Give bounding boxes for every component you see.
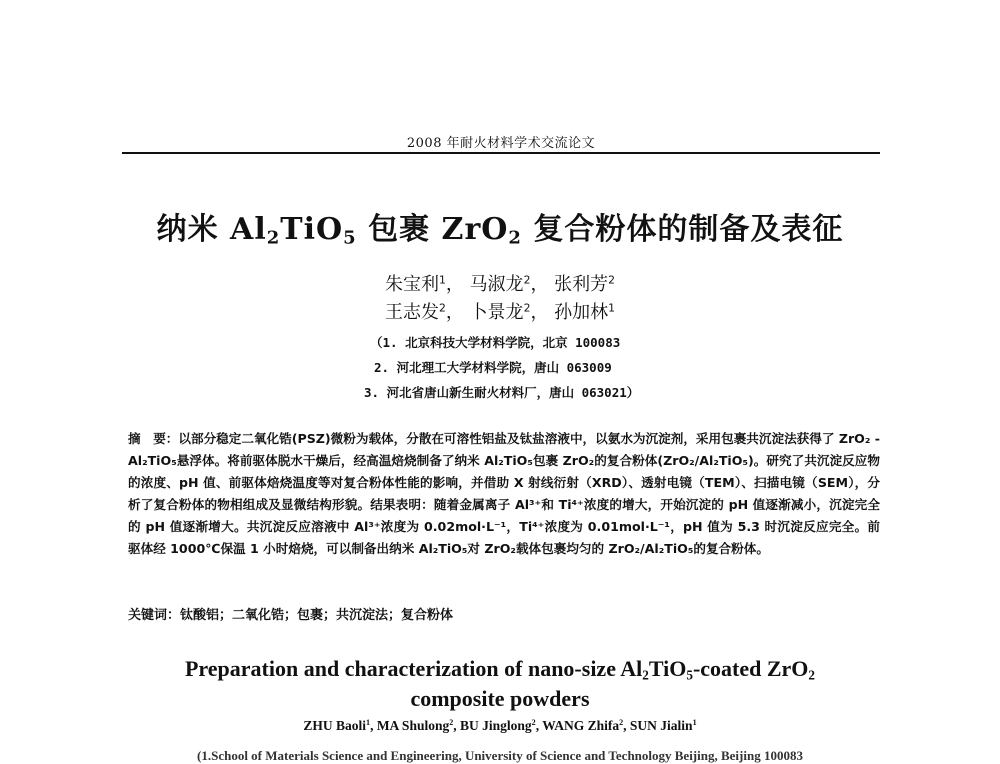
affiliation-1: （1. 北京科技大学材料学院，北京 100083 (370, 335, 621, 350)
title-english-line-2: composite powders (410, 686, 590, 711)
title-chinese: 纳米 $Al_2TiO_5$ 包裹 ZrO$_2$ 复合粉体的制备及表征 (156, 212, 844, 249)
author-name: 王志发 (384, 302, 439, 323)
authors-line-1: 朱宝利$^1$， 马淑龙$^2$， 张利芳$^2$ (384, 273, 616, 295)
running-header: 2008 年耐火材料学术交流论文 (406, 136, 596, 151)
keywords (128, 604, 880, 623)
keywords-text: 钛酸铝；二氧化锆；包裹；共沉淀法；复合粉体 (180, 608, 454, 623)
abstract (128, 428, 880, 560)
abstract-label: 摘 要： (128, 431, 179, 446)
authors-english: ZHU Baoli$^1$, MA Shulong$^2$, BU Jinglong$^2$, WANG Zhifa$^2$, SUN Jialin$^1$ (303, 718, 697, 733)
authors-line-2: 王志发$^2$， 卜景龙$^2$， 孙加林$^1$ (384, 301, 616, 323)
affiliation-english-partial: (1.School of Materials Science and Engineering, University of Science and Technology Beijing, Beijing 100083 (197, 748, 803, 763)
title-english-line-1: Preparation and characterization of nano-size $Al_2TiO_5$-coated ZrO$_2$ (184, 656, 816, 683)
abstract-text: 以部分稳定二氧化锆(PSZ)微粉为载体，分散在可溶性铝盐及钛盐溶液中，以氨水为沉淀剂，采用包裹共沉淀法获得了 ZrO₂ -Al₂TiO₅悬浮体。将前驱体脱水干燥后，经高温焙烧制备了纳米 Al₂TiO₅包裹 ZrO₂的复合粉体(ZrO₂/Al₂TiO₅)。研究了共沉淀反应物的浓度、pH 值、前驱体焙烧温度等对复合粉体性能的影响，并借助 X 射线衍射（XRD）、透射电镜（TEM）、扫描电镜（SEM），分析了复合粉体的物相组成及显微结构形貌。结果表明：随着金属离子 Al³⁺和 Ti⁴⁺浓度的增大，开始沉淀的 pH 值逐渐减小，沉淀完全的 pH 值逐渐增大。共沉淀反应溶液中 Al³⁺浓度为 0.02mol·L⁻¹，Ti⁴⁺浓度为 0.01mol·L⁻¹，pH 值为 5.3 时沉淀反应完全。前驱体经 1000℃保温 1 小时焙烧，可以制备出纳米 Al₂TiO₅对 ZrO₂载体包裹均匀的 ZrO₂/Al₂TiO₅的复合粉体。 (128, 431, 881, 556)
affiliation-3: 3. 河北省唐山新生耐火材料厂，唐山 063021） (364, 385, 640, 400)
affiliation-2: 2. 河北理工大学材料学院，唐山 063009 (374, 360, 612, 375)
author-name: 孙加林 (554, 302, 609, 323)
author-name: 马淑龙 (469, 274, 524, 295)
author-name: 朱宝利 (384, 274, 439, 295)
author-name: 张利芳 (554, 274, 609, 295)
title-english (120, 654, 880, 714)
author-name: 卜景龙 (469, 302, 524, 323)
header-rule (122, 152, 880, 154)
keywords-label: 关键词： (128, 608, 181, 623)
